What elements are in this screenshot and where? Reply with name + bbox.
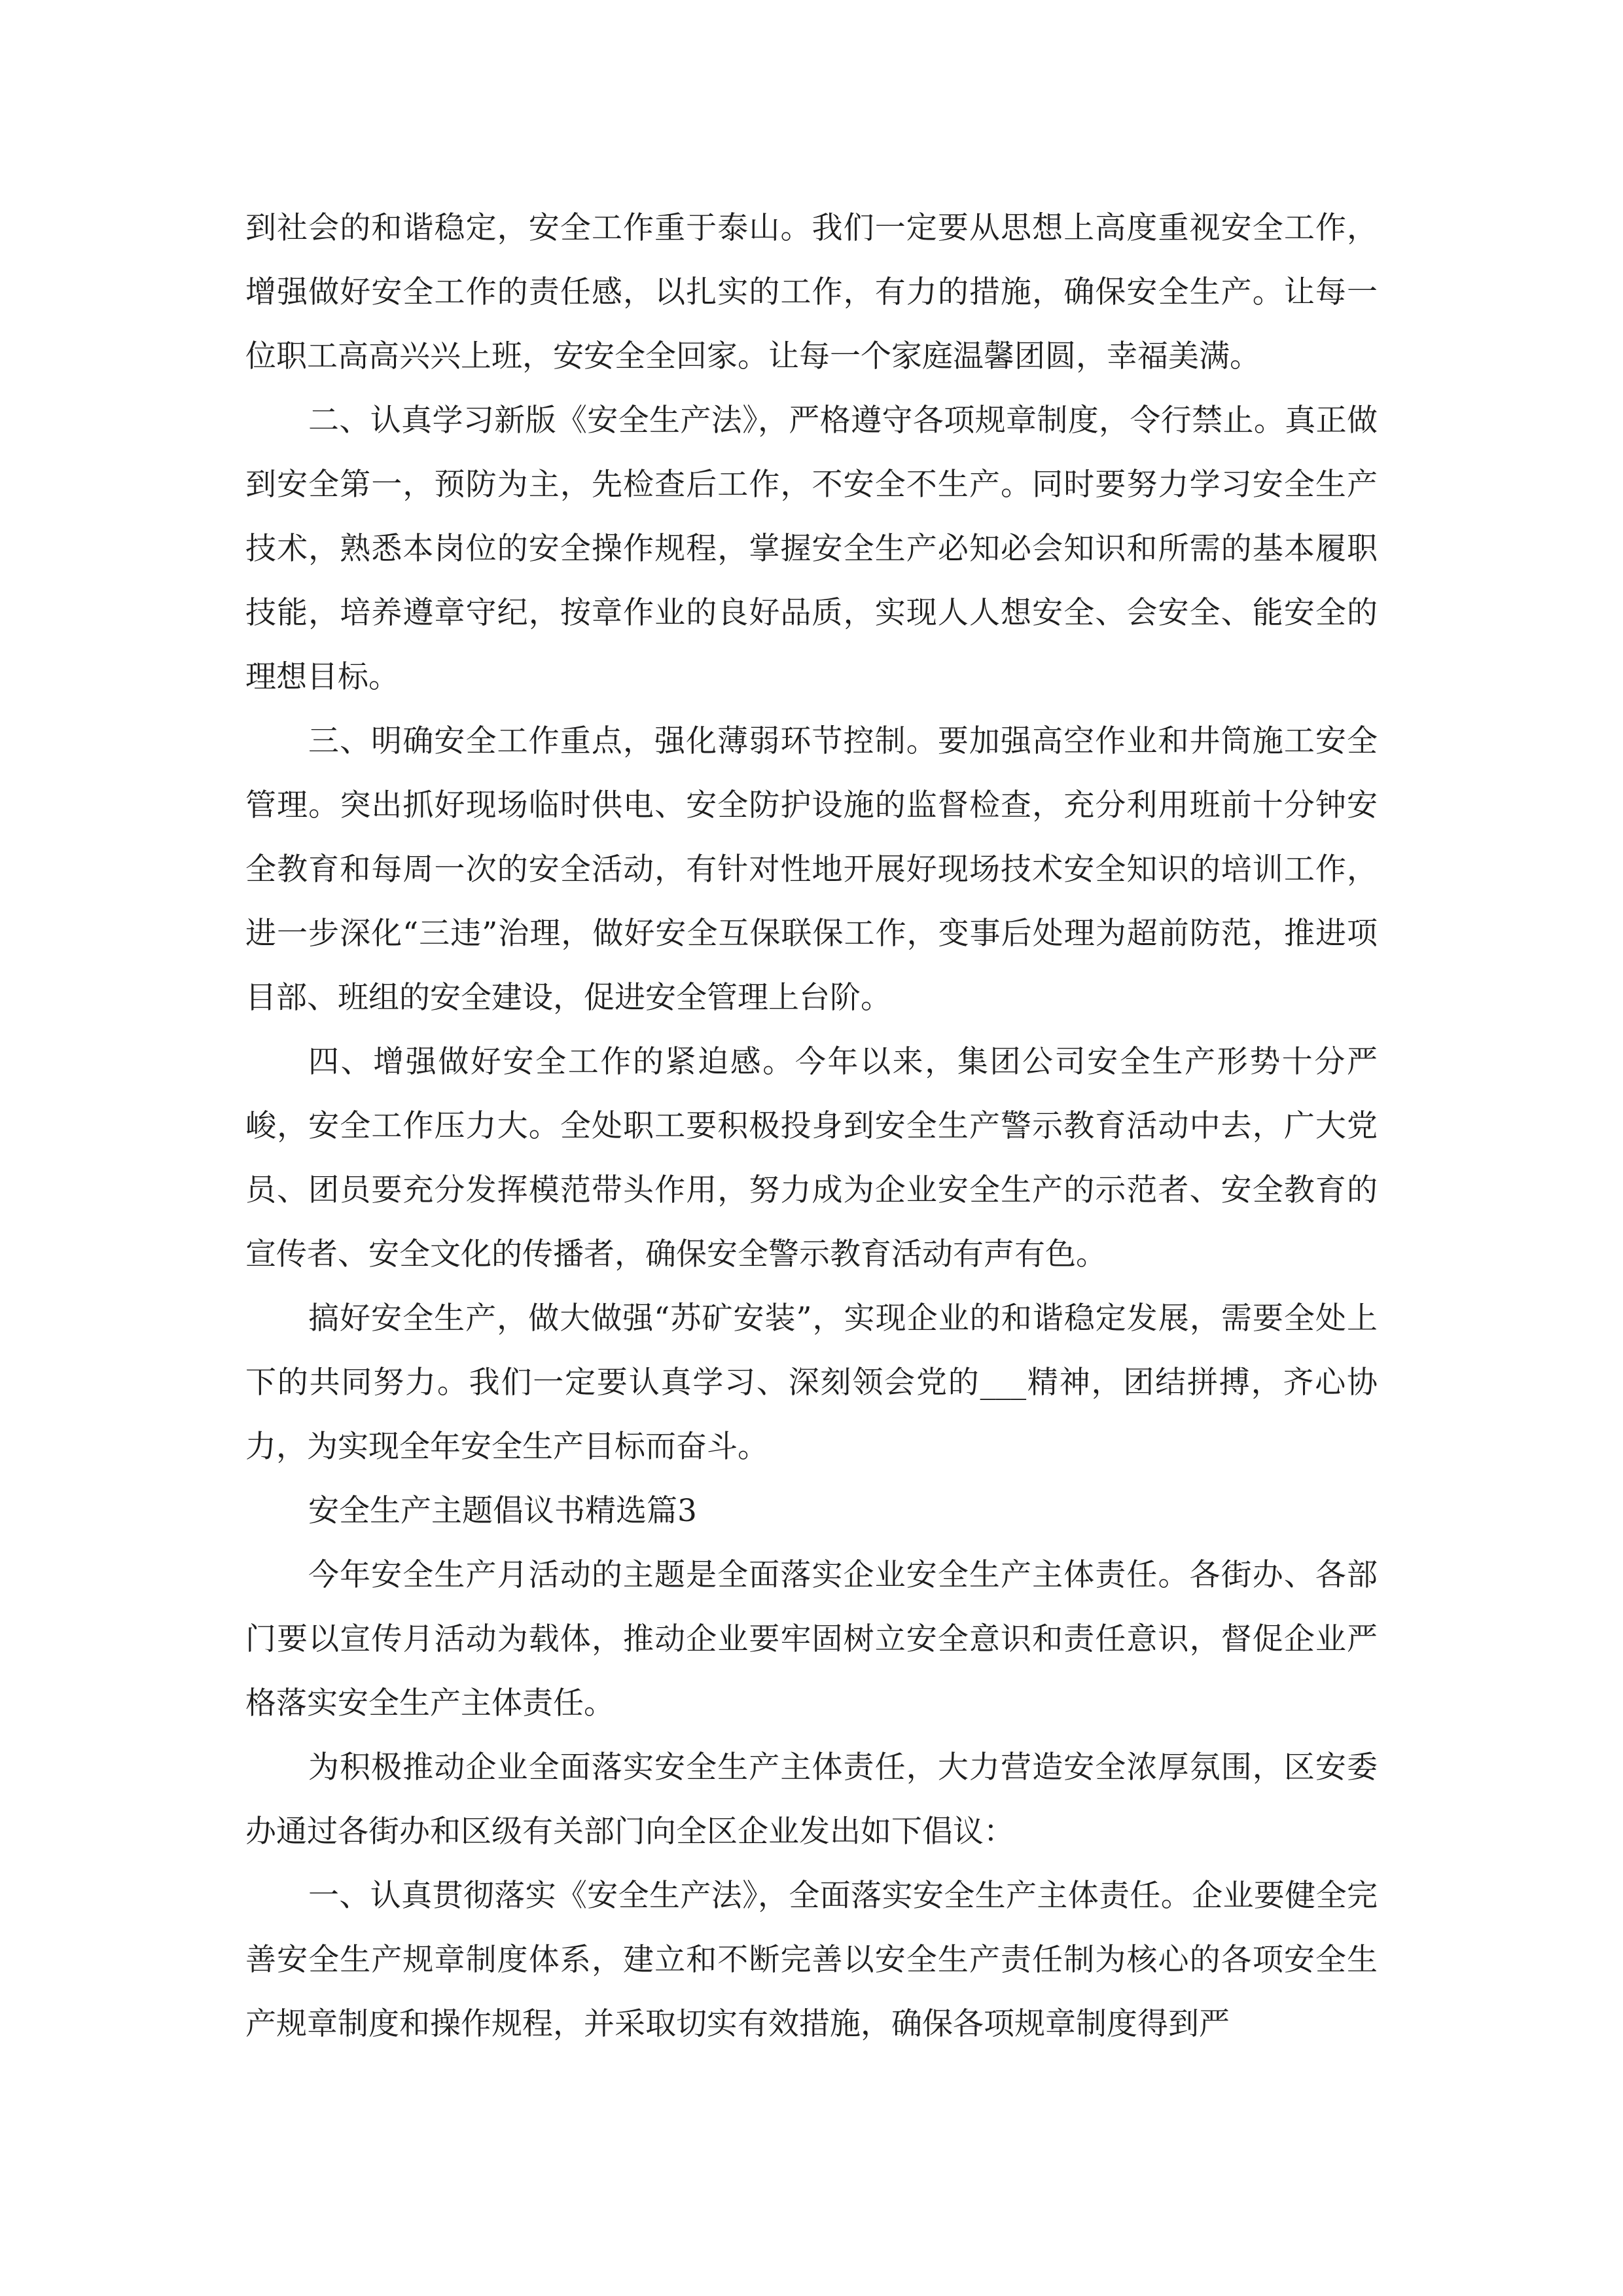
paragraph-continuation: 到社会的和谐稳定，安全工作重于泰山。我们一定要从思想上高度重视安全工作，增强做好安全工作的责任感，以扎实的工作，有力的措施，确保安全生产。让每一位职工高高兴兴上班，安安全全回家。让每一个家庭温馨团圆，幸福美满。	[245, 210, 1378, 374]
paragraph-closing: 搞好安全生产，做大做强“苏矿安装”，实现企业的和谐稳定发展，需要全处上下的共同努力。我们一定要认真学习、深刻领会党的___精神，团结拼搏，齐心协力，为实现全年安全生产目标而奋斗。	[245, 1300, 1378, 1465]
document-body	[245, 196, 1378, 2056]
paragraph-section-two: 二、认真学习新版《安全生产法》，严格遵守各项规章制度，令行禁止。真正做到安全第一，预防为主，先检查后工作，不安全不生产。同时要努力学习安全生产技术，熟悉本岗位的安全操作规程，掌握安全生产必知必会知识和所需的基本履职技能，培养遵章守纪，按章作业的良好品质，实现人人想安全、会安全、能安全的理想目标。	[245, 403, 1378, 695]
section-heading: 安全生产主题倡议书精选篇3	[308, 1493, 697, 1529]
paragraph-section-four: 四、增强做好安全工作的紧迫感。今年以来，集团公司安全生产形势十分严峻，安全工作压力大。全处职工要积极投身到安全生产警示教育活动中去，广大党员、团员要充分发挥模范带头作用，努力成为企业安全生产的示范者、安全教育的宣传者、安全文化的传播者，确保安全警示教育活动有声有色。	[245, 1044, 1378, 1272]
paragraph-section-three: 三、明确安全工作重点，强化薄弱环节控制。要加强高空作业和井筒施工安全管理。突出抓好现场临时供电、安全防护设施的监督检查，充分利用班前十分钟安全教育和每周一次的安全活动，有针对性地开展好现场技术安全知识的培训工作，进一步深化“三违”治理，做好安全互保联保工作，变事后处理为超前防范，推进项目部、班组的安全建设，促进安全管理上台阶。	[245, 723, 1378, 1016]
paragraph-proposal-intro: 为积极推动企业全面落实安全生产主体责任，大力营造安全浓厚氛围，区安委办通过各街办和区级有关部门向全区企业发出如下倡议：	[245, 1749, 1378, 1850]
paragraph-theme: 今年安全生产月活动的主题是全面落实企业安全生产主体责任。各街办、各部门要以宣传月活动为载体，推动企业要牢固树立安全意识和责任意识，督促企业严格落实安全生产主体责任。	[245, 1557, 1378, 1721]
paragraph-proposal-one: 一、认真贯彻落实《安全生产法》，全面落实安全生产主体责任。企业要健全完善安全生产规章制度体系，建立和不断完善以安全生产责任制为核心的各项安全生产规章制度和操作规程，并采取切实有效措施，确保各项规章制度得到严	[245, 1878, 1378, 2042]
